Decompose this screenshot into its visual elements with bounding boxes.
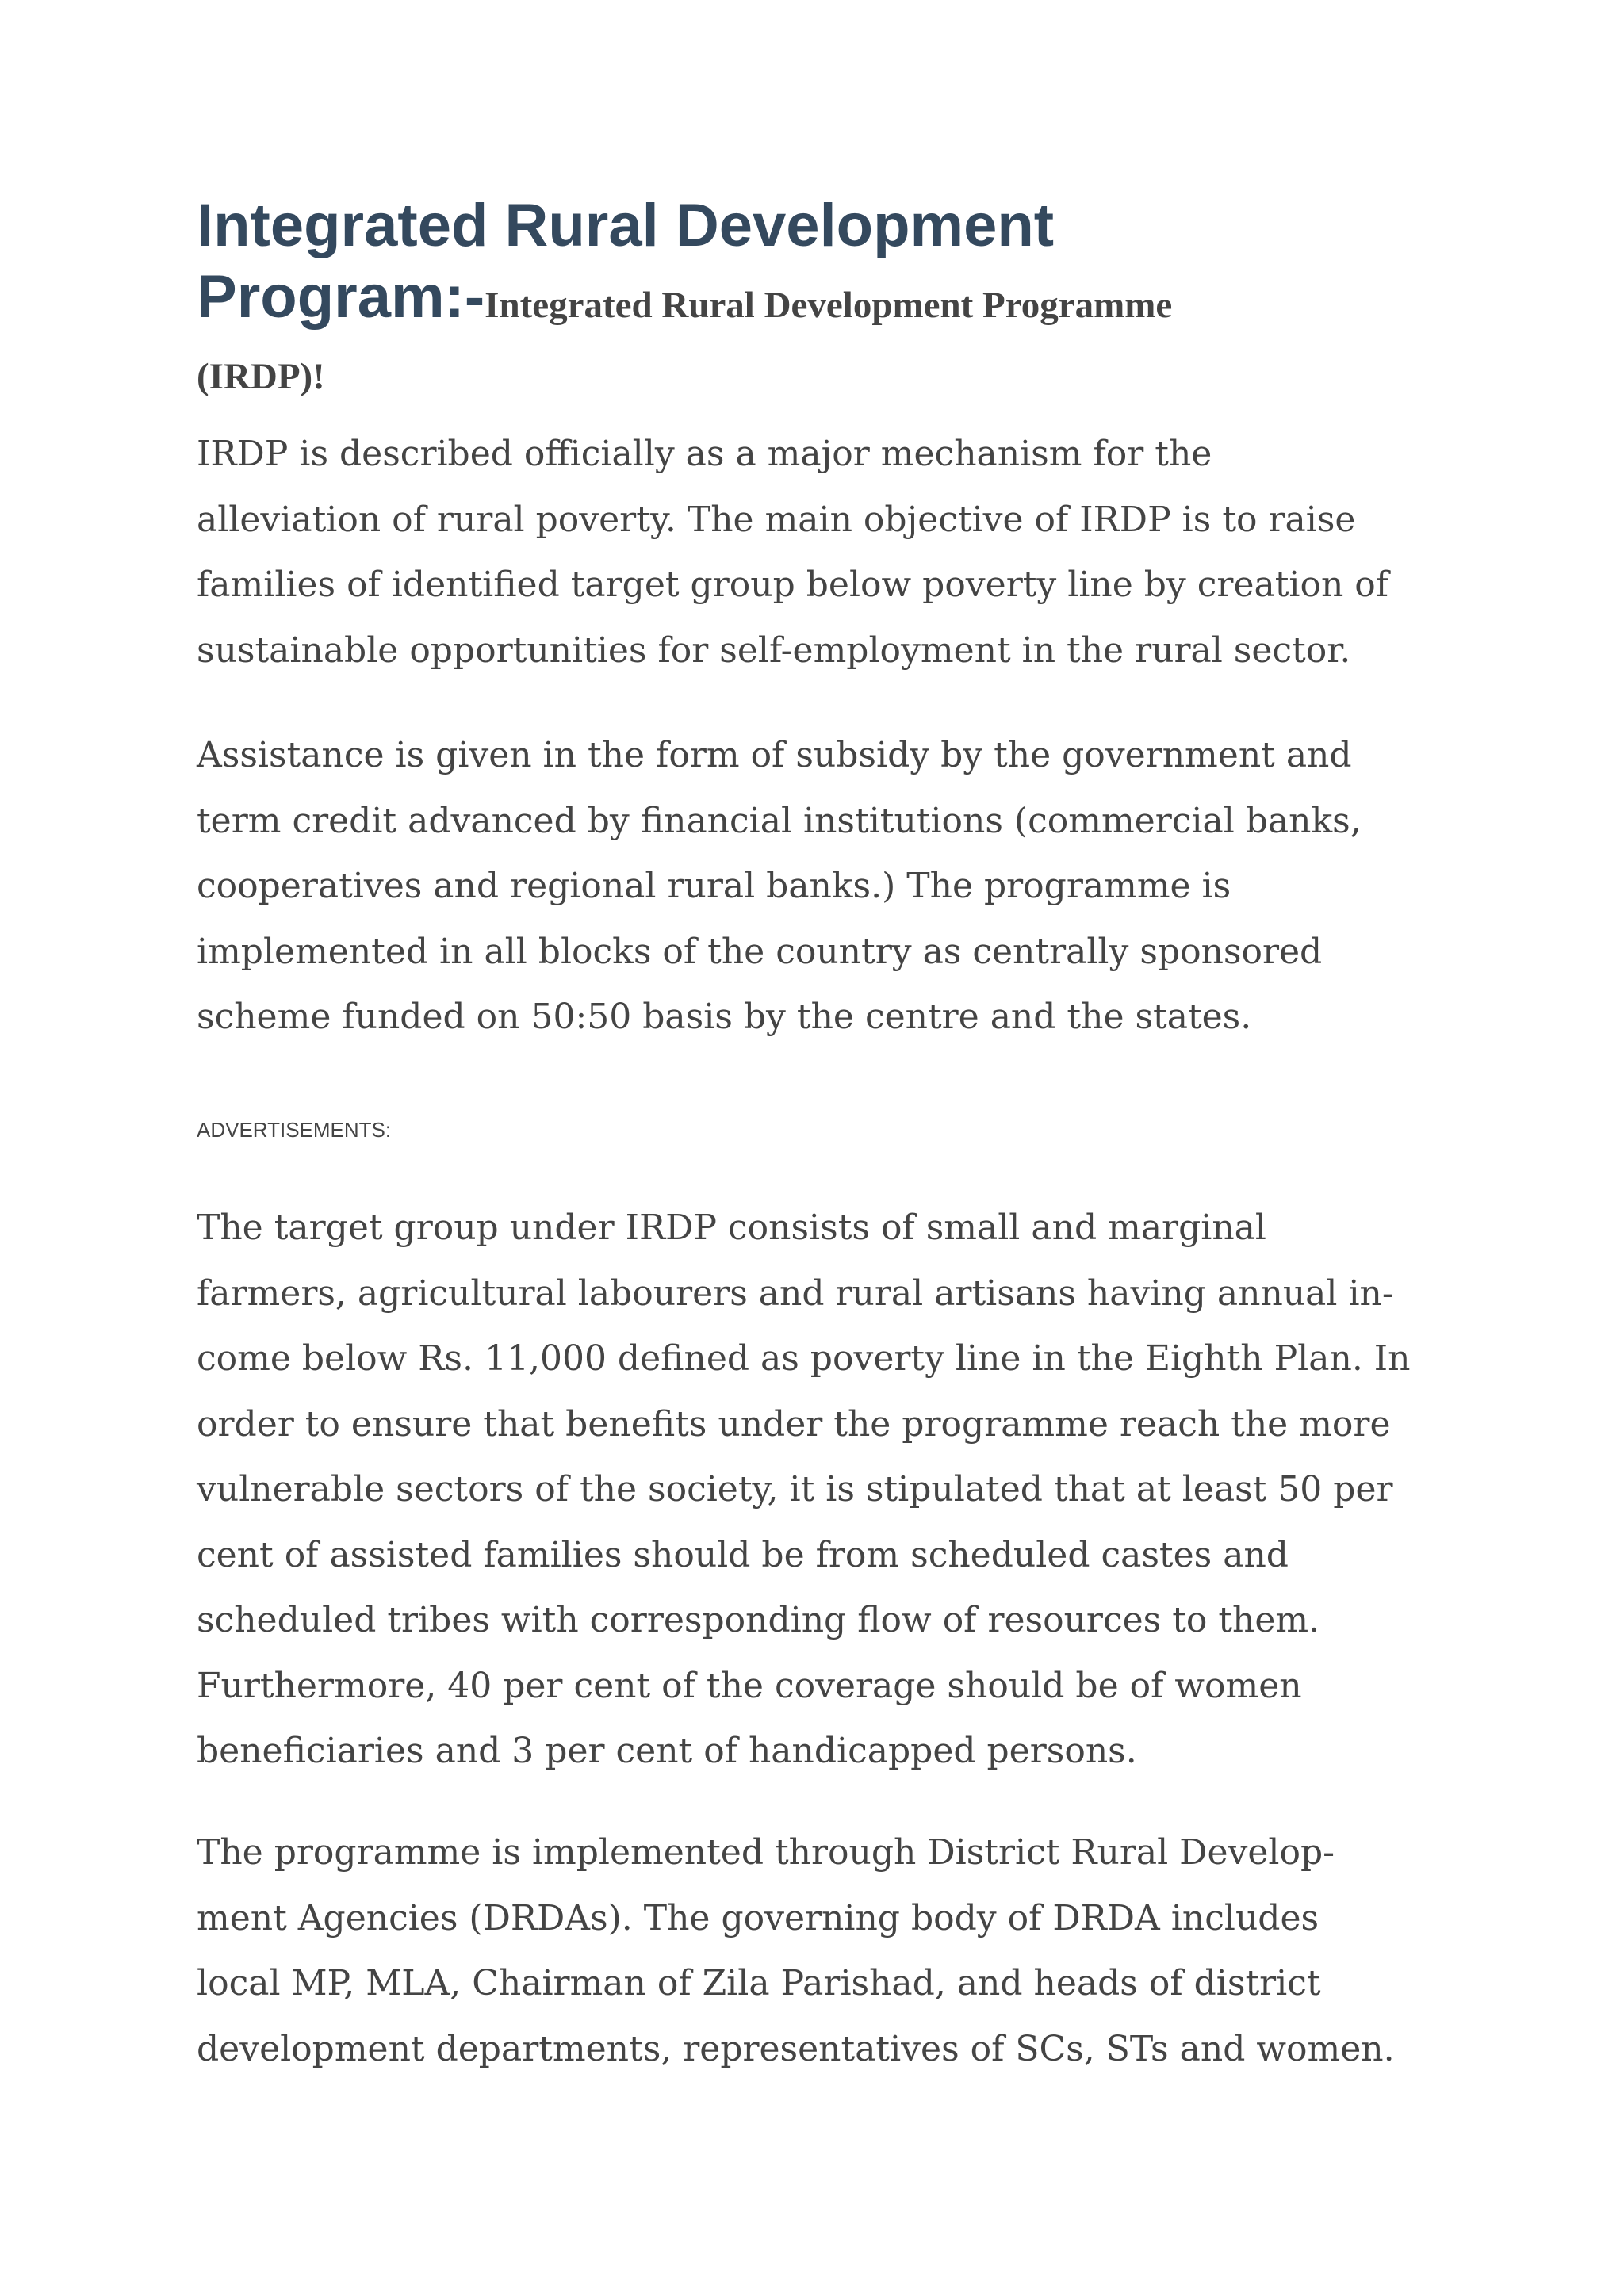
paragraph-line: The programme is implemented through District Rural Develop- bbox=[197, 1832, 1335, 1873]
page-title-prefix: Program:- bbox=[197, 263, 485, 331]
paragraph-line: IRDP is described officially as a major mechanism for the bbox=[197, 434, 1212, 474]
paragraph-line: alleviation of rural poverty. The main objective of IRDP is to raise bbox=[197, 499, 1356, 540]
paragraph-line: farmers, agricultural labourers and rural artisans having annual in- bbox=[197, 1272, 1394, 1314]
paragraph-line: sustainable opportunities for self-employment in the rural sector. bbox=[197, 629, 1351, 671]
paragraph-line: order to ensure that benefits under the programme reach the more bbox=[197, 1403, 1391, 1445]
advertisements-label: ADVERTISEMENTS: bbox=[197, 1118, 392, 1142]
paragraph-line: The target group under IRDP consists of small and marginal bbox=[197, 1207, 1266, 1248]
article-heading bbox=[197, 190, 1434, 412]
paragraph-line: Furthermore, 40 per cent of the coverage should be of women bbox=[197, 1665, 1302, 1706]
paragraph-line: local MP, MLA, Chairman of Zila Parishad, and heads of district bbox=[197, 1963, 1321, 2003]
paragraph-line: come below Rs. 11,000 defined as poverty line in the Eighth Plan. In bbox=[197, 1338, 1411, 1379]
page-title-line-2 bbox=[197, 262, 1434, 341]
paragraph-line: development departments, representatives of SCs, STs and women. bbox=[197, 2028, 1395, 2069]
paragraph-1 bbox=[197, 422, 1434, 683]
paragraph-line: term credit advanced by financial institutions (commercial banks, bbox=[197, 800, 1362, 841]
paragraph-line: families of identified target group below poverty line by creation of bbox=[197, 564, 1389, 605]
page-subtitle-part-1: Integrated Rural Development Programme bbox=[485, 285, 1173, 326]
page-title-line-1: Integrated Rural Development bbox=[197, 192, 1055, 259]
page-subtitle-part-2: (IRDP)! bbox=[197, 356, 325, 397]
paragraph-line: implemented in all blocks of the country as centrally sponsored bbox=[197, 931, 1323, 972]
paragraph-line: scheduled tribes with corresponding flow of resources to them. bbox=[197, 1600, 1320, 1640]
paragraph-line: cooperatives and regional rural banks.) The programme is bbox=[197, 866, 1231, 906]
paragraph-4 bbox=[197, 1820, 1434, 2082]
paragraph-3 bbox=[197, 1196, 1434, 1785]
paragraph-line: ment Agencies (DRDAs). The governing body of DRDA includes bbox=[197, 1897, 1320, 1938]
paragraph-line: vulnerable sectors of the society, it is stipulated that at least 50 per bbox=[197, 1469, 1393, 1510]
paragraph-2 bbox=[197, 723, 1434, 1050]
paragraph-line: Assistance is given in the form of subsidy by the government and bbox=[197, 735, 1352, 775]
paragraph-line: scheme funded on 50:50 basis by the centre and the states. bbox=[197, 997, 1252, 1037]
paragraph-line: cent of assisted families should be from scheduled castes and bbox=[197, 1534, 1289, 1575]
paragraph-line: beneficiaries and 3 per cent of handicapped persons. bbox=[197, 1731, 1137, 1771]
